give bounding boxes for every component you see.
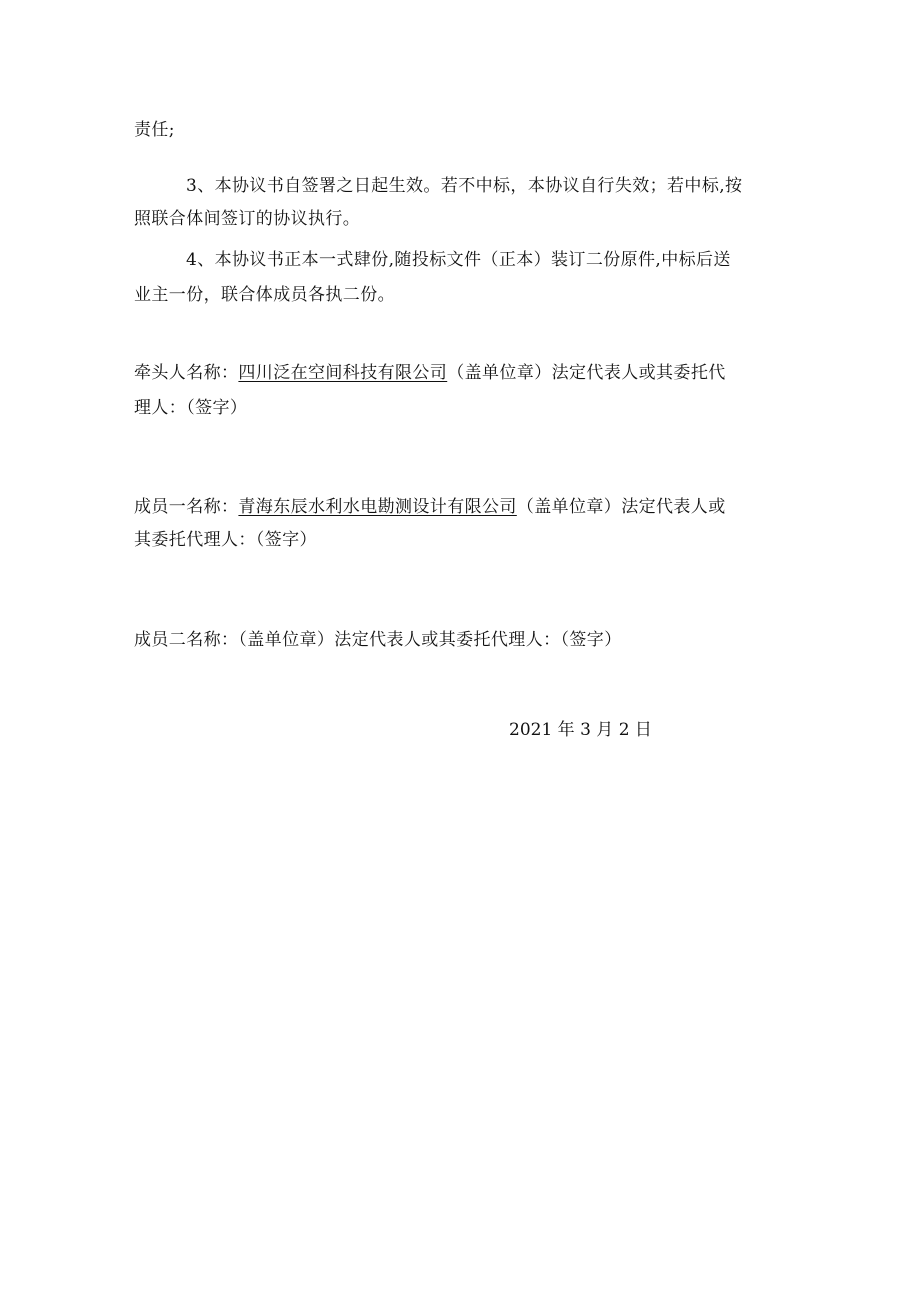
- signing-date: 2021 年 3 月 2 日: [509, 720, 652, 740]
- lead-party-company: 四川泛在空间科技有限公司: [238, 363, 448, 383]
- member-2-line-1: 成员二名称：（盖单位章）法定代表人或其委托代理人：（签字）: [134, 630, 622, 650]
- member-1-seal-text: （盖单位章）法定代表人或: [516, 497, 726, 517]
- member-1-label: 成员一名称：: [134, 497, 239, 517]
- lead-party-line-2: 理人：（签字）: [134, 398, 248, 418]
- clause-continuation: 责任;: [134, 120, 175, 140]
- clause-3-line-2: 照联合体间签订的协议执行。: [134, 209, 361, 229]
- lead-party-seal-text: （盖单位章）法定代表人或其委托代: [447, 363, 726, 383]
- lead-party-line-1: [134, 361, 726, 385]
- member-1-company: 青海东辰水利水电勘测设计有限公司: [238, 497, 517, 517]
- clause-3-line-1: 3、本协议书自签署之日起生效。若不中标，本协议自行失效；若中标,按: [186, 176, 743, 196]
- member-1-line-1: [134, 495, 726, 519]
- clause-4-line-2: 业主一份，联合体成员各执二份。: [134, 285, 395, 305]
- member-1-line-2: 其委托代理人：（签字）: [134, 530, 317, 550]
- clause-4-line-1: 4、本协议书正本一式肆份,随投标文件（正本）装订二份原件,中标后送: [186, 250, 731, 270]
- lead-party-label: 牵头人名称：: [134, 363, 239, 383]
